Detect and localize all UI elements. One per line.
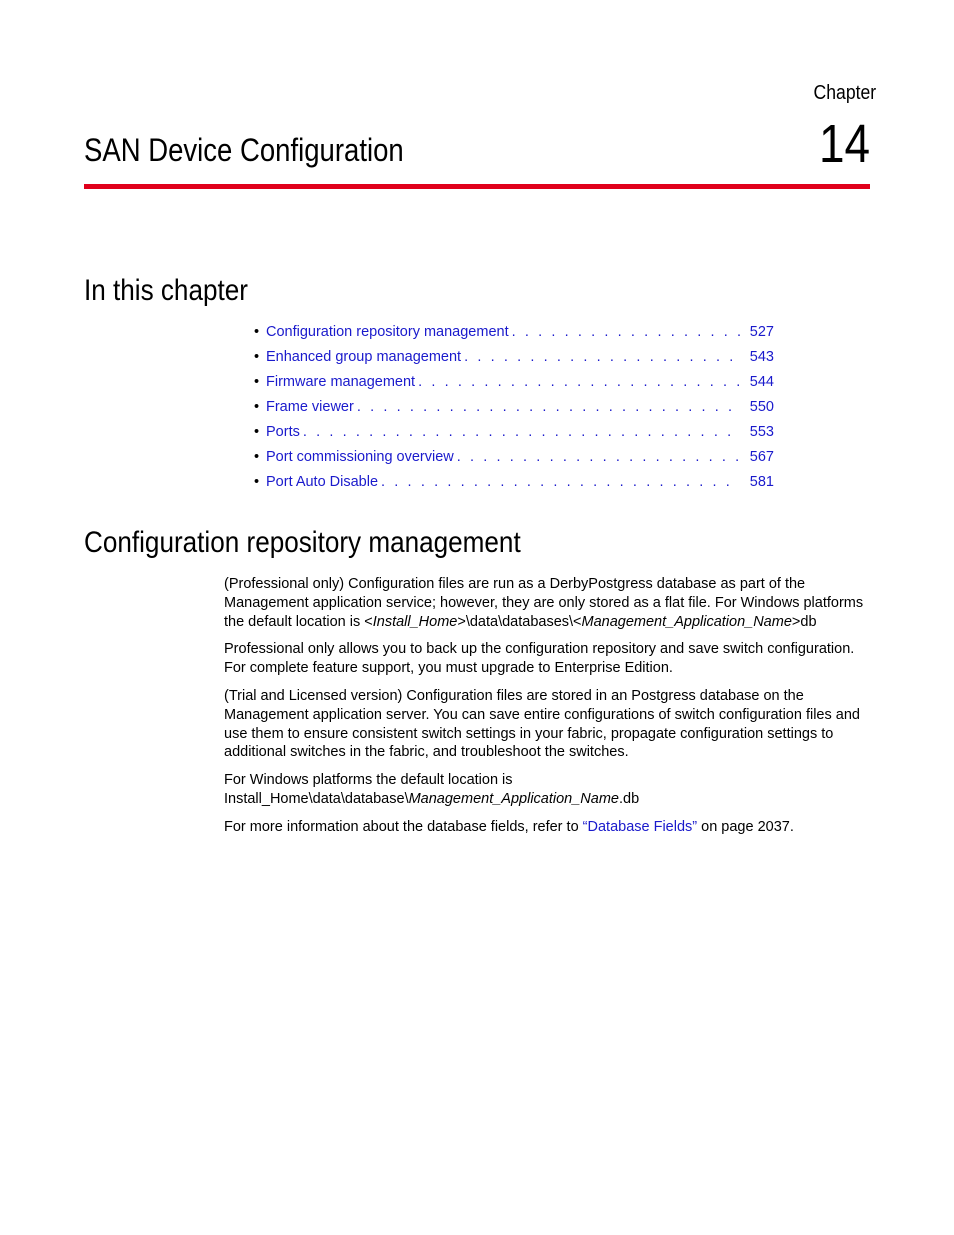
toc-item-label[interactable]: Configuration repository management (266, 324, 509, 340)
paragraph: (Professional only) Configuration files are run as a DerbyPostgress database as part of the Management application service; however, they are only stored as a flat file. For Windows platforms the default location is <Install_Home>\data\databases\<Management_Application_Name>db (224, 576, 864, 630)
chapter-label: Chapter (813, 82, 876, 104)
toc-item-page[interactable]: 553 (749, 424, 774, 440)
toc-item-page[interactable]: 567 (749, 449, 774, 465)
toc-leader (357, 395, 740, 420)
chapter-toc (254, 320, 774, 495)
paragraph: Professional only allows you to back up the configuration repository and save switch configuration. For complete feature support, you must upgrade to Enterprise Edition. (224, 641, 855, 677)
section-heading: Configuration repository management (84, 526, 521, 559)
toc-item-label[interactable]: Firmware management (266, 374, 416, 390)
toc-leader (303, 420, 740, 445)
toc-item-page[interactable]: 550 (749, 399, 774, 415)
bullet-icon: • (254, 399, 260, 415)
toc-item-page[interactable]: 544 (749, 374, 774, 390)
bullet-icon: • (254, 474, 260, 490)
toc-item-label[interactable]: Enhanced group management (266, 349, 462, 365)
chapter-title: SAN Device Configuration (84, 132, 404, 168)
toc-item[interactable] (254, 420, 774, 445)
database-fields-link[interactable]: “Database Fields” (582, 818, 698, 835)
paragraph: For Windows platforms the default location is Install_Home\data\database\Management_Application_Name.db (224, 772, 640, 807)
toc-item-label[interactable]: Frame viewer (266, 399, 354, 415)
toc-leader (418, 370, 740, 395)
toc-item[interactable] (254, 370, 774, 395)
section-body (224, 575, 872, 846)
toc-item[interactable] (254, 320, 774, 345)
bullet-icon: • (254, 449, 260, 465)
toc-item[interactable] (254, 445, 774, 470)
toc-item-page[interactable]: 581 (749, 474, 774, 490)
bullet-icon: • (254, 324, 260, 340)
toc-leader (381, 470, 740, 495)
toc-item-page[interactable]: 543 (749, 349, 774, 365)
bullet-icon: • (254, 349, 260, 365)
bullet-icon: • (254, 424, 260, 440)
toc-leader (457, 445, 740, 470)
toc-item[interactable] (254, 345, 774, 370)
chapter-title-rule (84, 184, 870, 189)
chapter-number: 14 (818, 114, 870, 174)
paragraph: (Trial and Licensed version) Configuration files are stored in an Postgress database on the Management application server. You can save entire configurations of switch configuration files and use them to ensure consistent switch settings in your fabric, propagate configuration settings to additional switches in the fabric, and troubleshoot the switches. (224, 687, 860, 761)
paragraph: For more information about the database fields, refer to “Database Fields” on page 2037. (224, 818, 794, 835)
in-this-chapter-heading: In this chapter (84, 274, 248, 307)
toc-item[interactable] (254, 395, 774, 420)
toc-item-page[interactable]: 527 (749, 324, 774, 340)
toc-item-label[interactable]: Port Auto Disable (266, 474, 379, 490)
toc-item-label[interactable]: Port commissioning overview (266, 449, 454, 465)
toc-leader (464, 345, 740, 370)
toc-item-label[interactable]: Ports (266, 424, 300, 440)
toc-leader (512, 320, 740, 345)
toc-item[interactable] (254, 470, 774, 495)
bullet-icon: • (254, 374, 260, 390)
